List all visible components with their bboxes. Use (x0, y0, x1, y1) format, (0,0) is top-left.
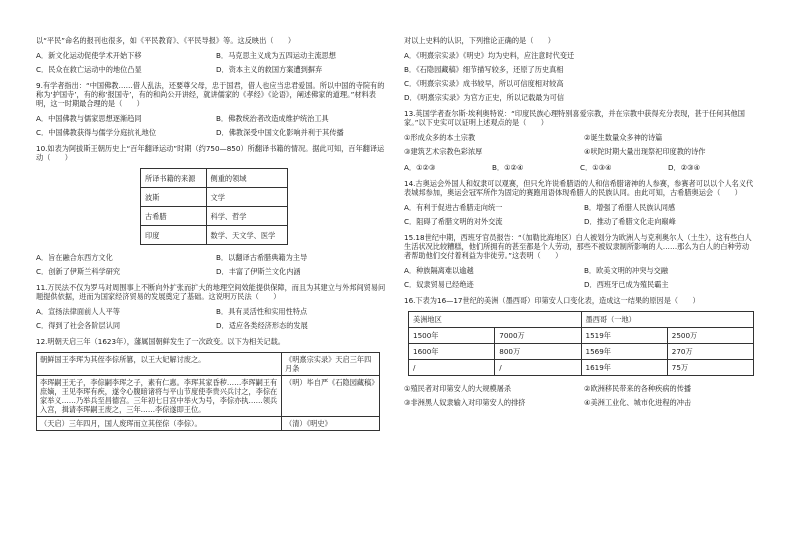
q11-option-c: C．得到了社会各阶层认同 (36, 321, 121, 330)
table-cell: 科学、哲学 (206, 207, 287, 226)
table-cell: 1569年 (581, 344, 667, 360)
q12-option-b: B．《石隐园藏稿》细节描写较多，还原了历史真相 (404, 65, 564, 74)
table-row (141, 188, 288, 207)
q8-options (36, 51, 388, 74)
table-row (409, 344, 754, 360)
q13-item-1: ①形成众多的本土宗教 (404, 133, 476, 142)
table-cell: 印度 (141, 226, 207, 245)
q12-stem: 12.明朝天启三年（1623年），藩属国朝鲜发生了一次政变。以下为相关记载。 (36, 337, 285, 346)
q15-stem: 15.18世纪中期，西班牙官员报告：“（加勒比海地区）白人被划分为欧洲人与克利奥尔人（土生），这有些白人生活状况比较糟糕，他们所拥有的甚至都是个人劳动，那些不被奴隶制所影响的人……那么为白人的白种劳动者帮助他们交付着利益为非徒劳。”这表明（ ） (404, 233, 752, 260)
q12-option-a: A．《明熹宗实录》《明史》均为史料，应注意时代变迁 (404, 51, 575, 60)
table-header-cell: 侧重的领域 (206, 169, 287, 188)
q12-source-table (36, 352, 380, 431)
source-text: （天启）三年四月，国人废珲而立其侄倧（李倧）。 (37, 417, 282, 431)
q12-stem-tail: 对以上史料的认识，下列推论正确的是（ ） (404, 36, 555, 45)
q14-options (404, 203, 756, 226)
table-row (409, 312, 754, 328)
q13-item-2: ②诞生数量众多神的诗篇 (584, 133, 663, 142)
q8-stem-tail: 以“平民”命名的报刊也很多，如《平民教育》、《平民导报》等。这反映出（ ） (36, 36, 296, 45)
q9-option-d: D．佛教深受中国文化影响并利于其传播 (216, 128, 344, 137)
source-text: 朝鲜国王李珲为其侄李倧所篡，以王大妃解讨废之。 (37, 353, 282, 376)
q9-stem: 9.有学者指出：“中国佛教……借人乱法，还要尊父母，忠于国君，借人也应当忠君爱国。所以中国的寺院有的称为‘护国寺’，有的称‘报国寺’，有的和尚公开讲经，就讲儒家的《孝经》《论语》，阐述佛家的道理。”材料表明，这一时期最合理的是（ ） (36, 81, 385, 108)
q12-options (404, 51, 756, 102)
table-cell: 数学、天文学、医学 (206, 226, 287, 245)
q13-item-4: ④吠陀时期大量出现祭祀印度教的诗作 (584, 147, 706, 156)
source-text: 李珲嗣王无子，李倧嗣李珲之子，素有仁惠。李珲其家昏秽……李珲嗣王有庶嫡，王见李珲有疾，遂令心腹暗诸将与平山节度使李贵兴兵讨之，李倧在家举义……乃举兵至昌德宫。三年初七日宫中举火为号，李倧亦执……领兵入宫，揖请李珲嗣王废之，三年……李倧遂即王位。 (37, 376, 282, 417)
table-cell: / (495, 360, 581, 376)
source-citation: 《明熹宗实录》天启三年四月条 (282, 353, 380, 376)
table-row (37, 353, 380, 376)
q10-option-c: C．创新了伊斯兰科学研究 (36, 267, 121, 276)
table-header-cell: 墨西哥（一地） (581, 312, 754, 328)
q11-option-b: B．具有灵活性和实用性特点 (216, 307, 308, 316)
table-row (37, 417, 380, 431)
table-row (409, 328, 754, 344)
q16-items (404, 384, 756, 407)
q11-option-a: A．宣扬法律面前人人平等 (36, 307, 120, 316)
q8-option-d: D．资本主义的救国方案遭到摒弃 (216, 65, 323, 74)
table-header-cell: 所译书籍的来源 (141, 169, 207, 188)
left-column (36, 36, 388, 437)
q12-option-c: C．《明熹宗实录》成书较早，所以可信度相对较高 (404, 79, 564, 88)
q13-stem: 13.英国学者查尔斯·埃利奥特说：“印度民族心理特别喜爱宗教，并在宗教中获得充分表现，甚于任何其他国家。”以下史实可以证明上述观点的是（ ） (404, 109, 745, 127)
q14-stem: 14.古奥运会外国人和奴隶可以观赛，但只允许说希腊语的人和信希腊诸神的人参赛，参赛者可以以个人名义代表城邦参加，奥运会冠军所作为固定的赛跑用语体现希腊人的民族认同。由此可知，古希腊奥运会（ ） (404, 179, 754, 197)
table-cell: 800万 (495, 344, 581, 360)
table-cell: 波斯 (141, 188, 207, 207)
q13-option-b: B．①②④ (492, 163, 524, 172)
q16-item-4: ④美洲工业化、城市化进程的冲击 (584, 398, 692, 407)
table-row (141, 207, 288, 226)
q16-item-2: ②欧洲移民带来的各种疾病的传播 (584, 384, 692, 393)
q15-option-c: C．奴隶贸易已经绝迹 (404, 280, 474, 289)
q9-option-b: B．佛教统治者改造成维护统治工具 (216, 114, 329, 123)
table-cell: 1519年 (581, 328, 667, 344)
table-row (141, 226, 288, 245)
q14-option-a: A．有利于促进古希腊走向统一 (404, 203, 503, 212)
q12-option-d: D．《明熹宗实录》为官方正史，所以记载最为可信 (404, 93, 565, 102)
q11-stem: 11.万民法不仅为罗马对周围事上不断向外扩张而扩大的地理空间效能提供保障，而且为其建立与外邦间贸易问题提供依据，进而为国家经济贸易的发展奠定了基础。这说明万民法（ ） (36, 283, 386, 301)
q15-option-d: D．西班牙已成为殖民霸主 (584, 280, 669, 289)
q10-option-b: B．以翻译古希腊典籍为主导 (216, 253, 308, 262)
q15-options (404, 266, 756, 289)
q14-option-d: D．推动了希腊文化走向巅峰 (584, 217, 676, 226)
table-cell: 1500年 (409, 328, 495, 344)
table-cell: 1600年 (409, 344, 495, 360)
table-cell: / (409, 360, 495, 376)
q9-option-c: C．中国佛教获得与儒学分庭抗礼地位 (36, 128, 157, 137)
q11-options (36, 307, 388, 330)
q16-stem: 16.下表为16—17世纪的美洲（墨西哥）印第安人口变化表，造成这一结果的原因是（ ） (404, 296, 700, 305)
q13-items (404, 133, 756, 156)
q13-option-c: C．①③④ (580, 163, 612, 172)
q13-option-d: D．②③④ (668, 163, 701, 172)
q10-option-a: A．旨在融合东西方文化 (36, 253, 113, 262)
table-row (37, 376, 380, 417)
q9-options (36, 114, 388, 137)
table-cell: 古希腊 (141, 207, 207, 226)
q13-option-a: A．①②③ (404, 163, 436, 172)
table-header-cell: 美洲地区 (409, 312, 582, 328)
q8-option-a: A．新文化运动促使学术开始下移 (36, 51, 142, 60)
q16-item-3: ③非洲黑人奴隶输入对印第安人的排挤 (404, 398, 526, 407)
source-citation: （明）毕自严《石隐园藏稿》 (282, 376, 380, 417)
table-row (141, 169, 288, 188)
q9-option-a: A．中国佛教与儒家思想逐渐趋同 (36, 114, 142, 123)
q10-stem: 10.如表为阿拔斯王朝历史上“百年翻译运动”时期（约750—850）所翻译书籍的情况。据此可知，百年翻译运动（ ） (36, 144, 385, 162)
table-cell: 7000万 (495, 328, 581, 344)
table-cell: 1619年 (581, 360, 667, 376)
q10-options (36, 253, 388, 276)
q15-option-b: B．欧美文明的冲突与交融 (584, 266, 668, 275)
q11-option-d: D．适应各类经济形态的发展 (216, 321, 308, 330)
table-cell: 270万 (667, 344, 753, 360)
q15-option-a: A．种族隔离难以逾越 (404, 266, 474, 275)
q10-table (140, 168, 288, 245)
q10-option-d: D．丰富了伊斯兰文化内涵 (216, 267, 301, 276)
table-cell: 75万 (667, 360, 753, 376)
right-column (404, 36, 756, 414)
q14-option-c: C．阻碍了希腊文明的对外交流 (404, 217, 503, 226)
q13-item-3: ③建筑艺术宗教色彩浓厚 (404, 147, 483, 156)
source-citation: （清）《明史》 (282, 417, 380, 431)
q13-options (404, 163, 756, 172)
table-cell: 文学 (206, 188, 287, 207)
table-cell: 2500万 (667, 328, 753, 344)
q8-option-c: C．民众在救亡运动中的地位凸显 (36, 65, 142, 74)
q16-item-1: ①殖民者对印第安人的大规模屠杀 (404, 384, 512, 393)
q8-option-b: B．马克思主义成为五四运动主流思想 (216, 51, 336, 60)
table-row (409, 360, 754, 376)
q16-population-table (408, 311, 754, 376)
q14-option-b: B．增强了希腊人民族认同感 (584, 203, 676, 212)
